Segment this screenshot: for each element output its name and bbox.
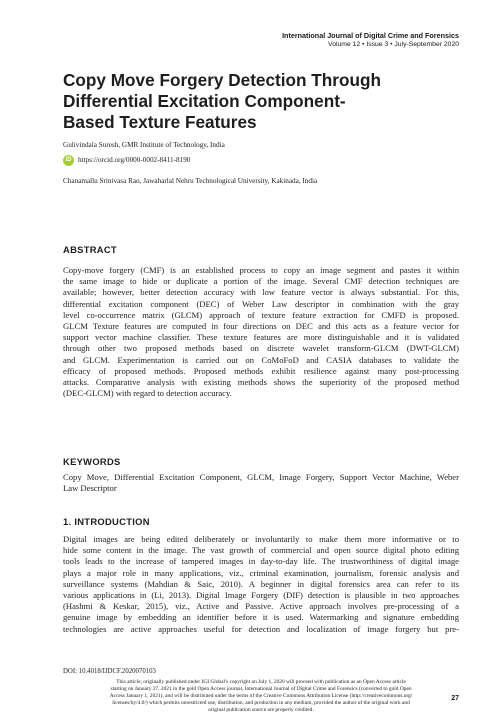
abstract-line: Copy-move forgery (CMF) is an established process to copy an image segment and pastes it within (63, 265, 459, 275)
footer-line: licenses/by/4.0/) which permits unrestricted use, distribution, and production in any medium, provided the author of the original work and (112, 699, 410, 706)
keywords-line: Copy Move, Differential Excitation Component, GLCM, Image Forgery, Support Vector Machine, Weber (63, 472, 459, 482)
doi[interactable]: DOI: 10.4018/IJDCF.2020070103 (63, 668, 156, 675)
abstract-line: differential excitation component (DEC) of Weber Law descriptor in combination with the gray (63, 298, 459, 309)
abstract-line: the same image to hide or duplicate a portion of the image. Several CMF detection techniques are (63, 276, 459, 287)
abstract-heading: ABSTRACT (63, 244, 117, 255)
abstract-line: available; however, better detection accuracy with low feature vector is always substantial. For this, (63, 287, 459, 298)
keywords-line: Law Descriptor (63, 483, 117, 494)
abstract-line: support vector machine classifier. These texture features are more distinguishable and it is validated (63, 332, 459, 343)
abstract-line: and GLCM. Experimentation is carried out on CoMoFoD and CASIA databases to validate the (63, 354, 459, 365)
introduction-line: plays a major role in many applications, viz., criminal examination, journalism, forensic analysis and (63, 567, 459, 578)
introduction-line: hide some content in the image. The vast growth of commercial and open source digital photo editing (63, 545, 459, 556)
title-line: Copy Move Forgery Detection Through (63, 70, 381, 90)
footer-line: This article, originally published under IGI Global's copyright on July 1, 2020 will proceed with publication as an Open Access article (116, 679, 406, 685)
title-line: Based Texture Features (63, 112, 257, 132)
license-footer (63, 679, 459, 714)
introduction-text (63, 534, 459, 635)
orcid-link[interactable]: https://orcid.org/0000-0002-8411-8190 (78, 156, 191, 164)
keywords-heading: KEYWORDS (63, 456, 121, 467)
introduction-line: (Hashmi & Keskar, 2015), viz., Active and Passive. Active approach involves pre-processing of a (63, 601, 459, 612)
keywords-text (63, 472, 459, 494)
journal-name: International Journal of Digital Crime and Forensics (282, 31, 459, 40)
title-line: Differential Excitation Component- (63, 91, 346, 111)
footer-line: original publication source are properly credited. (208, 706, 314, 713)
abstract-line: (DEC-GLCM) with regard to detection accuracy. (63, 388, 232, 399)
footer-line: starting on January 27, 2021 in the gold Open Access journal, International Journal of Digital Crime and Forensics (converted to gold Open (110, 685, 412, 692)
orcid-row (63, 154, 190, 166)
introduction-line: tools leads to the increase of tampered images in day-to-day life. The trustworthiness of digital image (63, 556, 459, 567)
author-first: Gulivindala Suresh, GMR Institute of Technology, India (63, 141, 225, 149)
abstract-line: level co-occurrence matrix (GLCM) approach of texture feature extraction for CMFD is proposed. (63, 309, 459, 320)
author-second: Chanamallu Srinivasa Rao, Jawaharlal Nehru Technological University, Kakinada, India (63, 177, 318, 185)
abstract-text (63, 265, 459, 399)
paper-title (63, 70, 463, 133)
orcid-icon: iD (63, 155, 74, 166)
introduction-line: Digital images are being edited deliberately or involuntarily to make them more informative or to (63, 534, 459, 544)
footer-line: Access January 1, 2021), and will be distributed under the terms of the Creative Commons Attribution License (http://creativecommons.org/ (109, 692, 413, 699)
introduction-heading: 1. INTRODUCTION (63, 516, 150, 527)
abstract-line: GLCM Texture features are computed in four directions on DEC and this acts as a feature vector for (63, 320, 459, 331)
journal-volume: Volume 12 • Issue 3 • July-September 2020 (328, 41, 459, 48)
introduction-line: genuine image by embedding an identifier before it is used. Watermarking and signature embedding (63, 612, 459, 623)
abstract-line: through other two proposed methods based on discrete wavelet transform-GLCM (DWT-GLCM) (63, 343, 459, 354)
journal-header (282, 31, 459, 49)
abstract-line: attacks. Comparative analysis with existing methods shows the superiority of the proposed method (63, 376, 459, 387)
abstract-line: efficacy of proposed methods. Proposed methods exhibit resilience against many post-processing (63, 365, 459, 376)
page-number: 27 (451, 695, 459, 702)
introduction-line: technologies are active approaches useful for detection and localization of image forgery but pre- (63, 623, 459, 634)
introduction-line: various applications in (Li, 2013). Digital Image Forgery (DIF) detection is plausible in two approaches (63, 589, 459, 600)
introduction-line: surveillance systems (Mahdian & Saic, 2010). A beginner in digital forensics area can refer to its (63, 578, 459, 589)
